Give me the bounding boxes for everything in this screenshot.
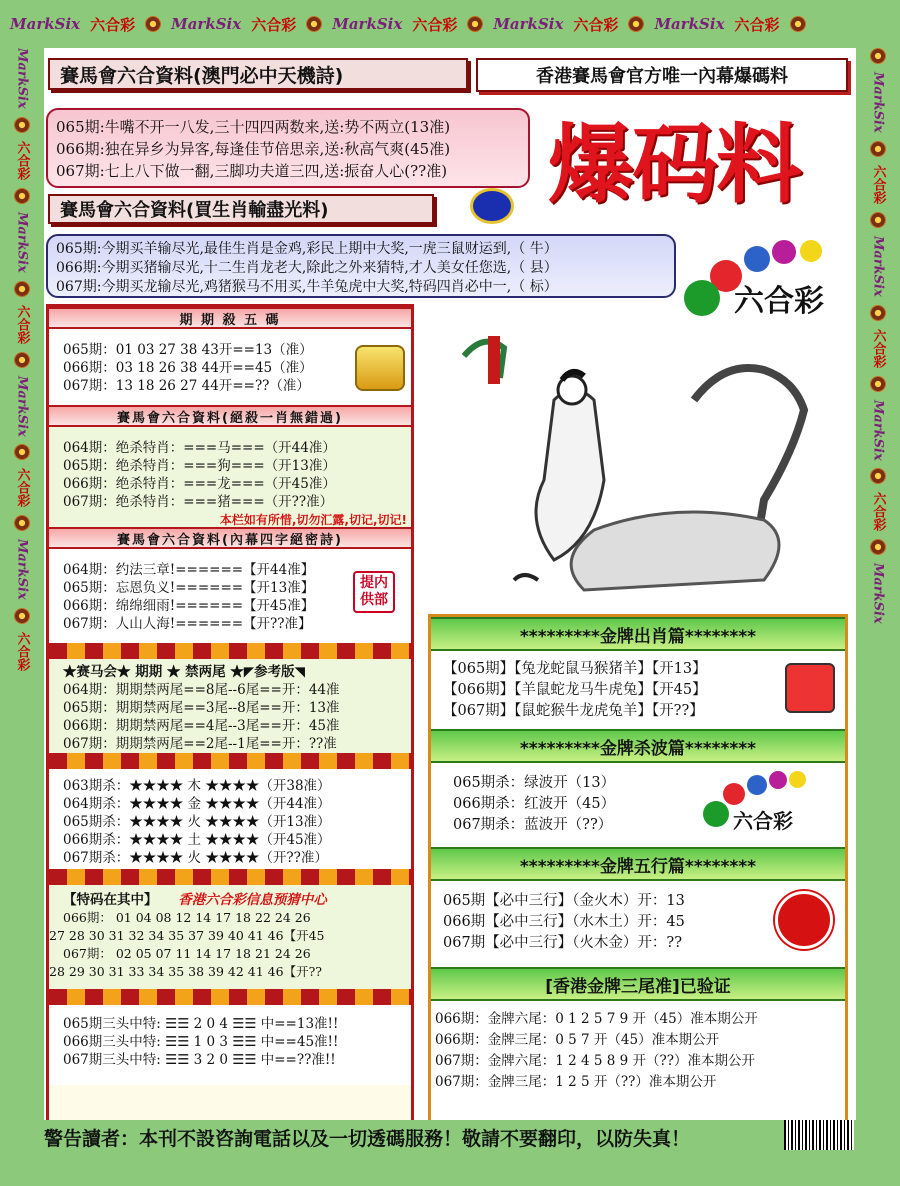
flower-icon bbox=[870, 141, 886, 157]
flower-icon bbox=[870, 468, 886, 484]
element-kill-row: 066期杀：★★★★ 土 ★★★★（开45准） bbox=[63, 832, 331, 848]
special-row: 27 28 30 31 32 34 35 37 39 40 41 46【开45 bbox=[49, 928, 325, 943]
green-ball-icon bbox=[684, 280, 720, 316]
brand-cn: 六合彩 bbox=[734, 15, 780, 34]
left-column bbox=[46, 304, 414, 1130]
element-kill-row: 067期杀：★★★★ 火 ★★★★（开??准） bbox=[63, 850, 328, 866]
brand-en: MarkSix bbox=[332, 15, 403, 33]
brand-en: MarkSix bbox=[870, 563, 886, 624]
special-row: 067期： 02 05 07 11 14 17 18 21 24 26 bbox=[63, 946, 311, 961]
flower-icon bbox=[14, 515, 30, 531]
blue-ball-icon bbox=[744, 246, 770, 272]
poem4-stamp: 提内供部 bbox=[353, 571, 395, 613]
gold-element-row: 067期【必中三行】（火木金）开：?? bbox=[443, 935, 682, 951]
barcode bbox=[784, 1120, 854, 1150]
flower-icon bbox=[306, 16, 322, 32]
special-row: 28 29 30 31 33 34 35 38 39 42 41 46【开?? bbox=[49, 964, 322, 979]
flower-icon bbox=[790, 16, 806, 32]
lhc-label: 六合彩 bbox=[733, 809, 793, 833]
brand-cn: 六合彩 bbox=[14, 468, 30, 508]
gold-tail-row: 066期：金牌六尾：0 1 2 5 7 9 开（45）准本期公开 bbox=[435, 1011, 758, 1027]
logo-icon bbox=[470, 188, 514, 224]
left-border bbox=[0, 48, 44, 1148]
brand-en: MarkSix bbox=[171, 15, 242, 33]
kill5-title: 期 期 殺 五 碼 bbox=[49, 307, 411, 329]
three-head-row: 066期三头中特: ☰☰ 1 0 3 ☰☰ 中==45准!! bbox=[63, 1034, 339, 1050]
tail-ban-row: 064期：期期禁两尾==8尾--6尾==开：44准 bbox=[63, 682, 340, 698]
header-subtitle: 香港賽馬會官方唯一內幕爆碼料 bbox=[476, 58, 848, 92]
flower-icon bbox=[14, 352, 30, 368]
brand-en: MarkSix bbox=[870, 399, 886, 461]
kill5-row: 066期：03 18 26 38 44开==45（准） bbox=[63, 360, 313, 376]
flower-icon bbox=[467, 16, 483, 32]
flower-icon bbox=[870, 48, 886, 64]
purple-ball-icon bbox=[772, 240, 796, 264]
poem-box bbox=[46, 108, 530, 188]
brand-en: MarkSix bbox=[654, 15, 725, 33]
gold-tail-row: 067期：金牌三尾：1 2 5 开（??）准本期公开 bbox=[435, 1074, 717, 1090]
gold-wave-row: 067期杀：蓝波开（??） bbox=[453, 817, 613, 833]
poem-line: 066期:独在异乡为异客,每逢佳节倍思亲,送:秋高气爽(45准) bbox=[56, 140, 451, 158]
flower-icon bbox=[870, 212, 886, 228]
brand-cn: 六合彩 bbox=[14, 140, 30, 180]
page-content bbox=[44, 48, 856, 1138]
flower-icon bbox=[14, 608, 30, 624]
special-title: 【特码在其中】 bbox=[63, 892, 158, 908]
tail-ban-row: 065期：期期禁两尾==3尾--8尾==开：13准 bbox=[63, 700, 340, 716]
gold-zodiac-row: 【067期】【鼠蛇猴牛龙虎兔羊】【开??】 bbox=[443, 703, 704, 719]
gold-wave-row: 065期杀：绿波开（13） bbox=[453, 775, 616, 791]
poem-line: 067期:七上八下做一翻,三脚功夫道三四,送:振奋人心(??准) bbox=[56, 162, 448, 180]
poem4-row: 066期：绵绵细雨!======【开45准】 bbox=[63, 598, 315, 614]
flower-icon bbox=[628, 16, 644, 32]
gold-wave-title: *********金牌杀波篇******** bbox=[431, 729, 845, 763]
brand-en: MarkSix bbox=[14, 539, 30, 600]
element-kill-row: 063期杀：★★★★ 木 ★★★★（开38准） bbox=[63, 778, 331, 794]
divider bbox=[49, 643, 411, 659]
brand-en: MarkSix bbox=[870, 235, 886, 297]
special-row: 066期： 01 04 08 12 14 17 18 22 24 26 bbox=[63, 910, 311, 925]
divider bbox=[49, 989, 411, 1005]
bauhinia-emblem-icon bbox=[775, 891, 833, 949]
brand-en: MarkSix bbox=[10, 15, 81, 33]
brand-cn: 六合彩 bbox=[90, 15, 136, 34]
brand-cn: 六合彩 bbox=[412, 15, 458, 34]
divider bbox=[49, 869, 411, 885]
three-head-row: 067期三头中特: ☰☰ 3 2 0 ☰☰ 中==??准!! bbox=[63, 1052, 336, 1068]
purple-ball-icon bbox=[769, 771, 787, 789]
kill5-row: 067期：13 18 26 27 44开==??（准） bbox=[63, 378, 310, 394]
kill-zodiac-row: 064期：绝杀特肖：===马===（开44准） bbox=[63, 440, 336, 456]
big-title: 爆码料 bbox=[548, 114, 800, 215]
flower-icon bbox=[870, 305, 886, 321]
ink-painting bbox=[444, 320, 848, 610]
gold-element-row: 066期【必中三行】（水木土）开：45 bbox=[443, 914, 685, 930]
warning-bar bbox=[44, 1120, 856, 1154]
flower-icon bbox=[145, 16, 161, 32]
ewin-logo-icon bbox=[355, 345, 405, 391]
poem4-row: 064期：约法三章!======【开44准】 bbox=[63, 562, 315, 578]
gold-zodiac-row: 【065期】【兔龙蛇鼠马猴猪羊】【开13】 bbox=[443, 661, 707, 677]
tail-ban-row: 066期：期期禁两尾==4尾--3尾==开：45准 bbox=[63, 718, 340, 734]
gold-tail-title: [香港金牌三尾准]已验证 bbox=[431, 967, 845, 1001]
zodiac-line: 065期:今期买羊输尽光,最佳生肖是金鸡,彩民上期中大奖,一虎三鼠财运到,（ 牛） bbox=[56, 241, 558, 257]
flower-icon bbox=[14, 444, 30, 460]
poem4-row: 065期：忘恩负义!======【开13准】 bbox=[63, 580, 315, 596]
zodiac-line: 066期:今期买猪输尽光,十二生肖龙老大,除此之外来猜特,才人美女任您选,（ 县） bbox=[56, 260, 558, 276]
brand-cn: 六合彩 bbox=[14, 632, 30, 671]
gold-zodiac-row: 【066期】【羊鼠蛇龙马牛虎兔】【开45】 bbox=[443, 682, 707, 698]
gold-element-row: 065期【必中三行】（金火木）开：13 bbox=[443, 893, 685, 909]
gold-tail-row: 066期：金牌三尾：0 5 7 开（45）准本期公开 bbox=[435, 1032, 720, 1048]
red-ball-icon bbox=[723, 783, 745, 805]
brand-cn: 六合彩 bbox=[251, 15, 297, 34]
gold-tail-row: 067期：金牌六尾：1 2 4 5 8 9 开（??）准本期公开 bbox=[435, 1053, 756, 1069]
brand-cn: 六合彩 bbox=[870, 328, 886, 368]
tail-ban-row: 067期：期期禁两尾==2尾--1尾==开：??准 bbox=[63, 736, 337, 752]
element-kill-row: 065期杀：★★★★ 火 ★★★★（开13准） bbox=[63, 814, 331, 830]
bottom-border bbox=[0, 1150, 900, 1186]
three-head-row: 065期三头中特: ☰☰ 2 0 4 ☰☰ 中==13准!! bbox=[63, 1016, 339, 1032]
gold-zodiac-title: *********金牌出肖篇******** bbox=[431, 617, 845, 651]
gold-wave-row: 066期杀：红波开（45） bbox=[453, 796, 616, 812]
zodiac-line: 067期:今期买龙输尽光,鸡猪猴马不用买,牛羊兔虎中大奖,特码四肖必中一,（ 标） bbox=[56, 279, 558, 295]
flower-icon bbox=[870, 376, 886, 392]
brand-cn: 六合彩 bbox=[573, 15, 619, 34]
brand-en: MarkSix bbox=[14, 48, 30, 109]
gold-element-title: *********金牌五行篇******** bbox=[431, 847, 845, 881]
fist-icon bbox=[785, 663, 835, 713]
kill-zodiac-row: 067期：绝杀特肖：===猪===（开??准） bbox=[63, 494, 334, 510]
zodiac-box bbox=[46, 234, 676, 298]
flower-icon bbox=[14, 117, 30, 133]
brand-cn: 六合彩 bbox=[870, 492, 886, 532]
element-kill-row: 064期杀：★★★★ 金 ★★★★（开44准） bbox=[63, 796, 331, 812]
flower-icon bbox=[14, 188, 30, 204]
right-border bbox=[856, 48, 900, 1148]
warning-text: 警告讀者：本刊不設咨詢電話以及一切透碼服務！敬請不要翻印，以防失真！ bbox=[44, 1127, 691, 1150]
poem-line: 065期:牛嘴不开一八发,三十四四两数来,送:势不两立(13准) bbox=[56, 118, 451, 136]
divider bbox=[49, 753, 411, 769]
brand-en: MarkSix bbox=[14, 211, 30, 273]
kill-zodiac-row: 066期：绝杀特肖：===龙===（开45准） bbox=[63, 476, 336, 492]
brand-en: MarkSix bbox=[14, 375, 30, 437]
kill-zodiac-title: 賽馬會六合資料(絕殺一肖無錯過) bbox=[49, 405, 411, 427]
kill-zodiac-note: 本栏如有所惜,切勿汇露,切记,切记! bbox=[219, 513, 407, 527]
zodiac-title: 賽馬會六合資料(買生肖輸盡光料) bbox=[48, 194, 434, 224]
blue-ball-icon bbox=[747, 775, 767, 795]
special-center: 香港六合彩信息预猜中心 bbox=[178, 892, 327, 908]
poem4-title: 賽馬會六合資料(內幕四字絕密詩) bbox=[49, 527, 411, 549]
kill-zodiac-row: 065期：绝杀特肖：===狗===（开13准） bbox=[63, 458, 336, 474]
green-ball-icon bbox=[703, 801, 729, 827]
header-title: 賽馬會六合資料(澳門必中天機詩) bbox=[48, 58, 468, 90]
flower-icon bbox=[14, 281, 30, 297]
poem4-row: 067期：人山人海!======【开??准】 bbox=[63, 616, 312, 632]
yellow-ball-icon bbox=[789, 771, 806, 788]
flower-icon bbox=[870, 539, 886, 555]
top-border bbox=[0, 0, 900, 48]
lhc-label: 六合彩 bbox=[734, 284, 824, 319]
right-column bbox=[428, 614, 848, 1130]
brand-en: MarkSix bbox=[870, 72, 886, 133]
brand-en: MarkSix bbox=[493, 15, 564, 33]
kill5-row: 065期：01 03 27 38 43开==13（准） bbox=[63, 342, 313, 358]
yellow-ball-icon bbox=[800, 240, 822, 262]
brand-cn: 六合彩 bbox=[870, 164, 886, 204]
brand-cn: 六合彩 bbox=[14, 304, 30, 344]
tail-ban-title: ★赛马会★ 期期 ★ 禁两尾 ★◤参考版◥ bbox=[63, 664, 306, 680]
